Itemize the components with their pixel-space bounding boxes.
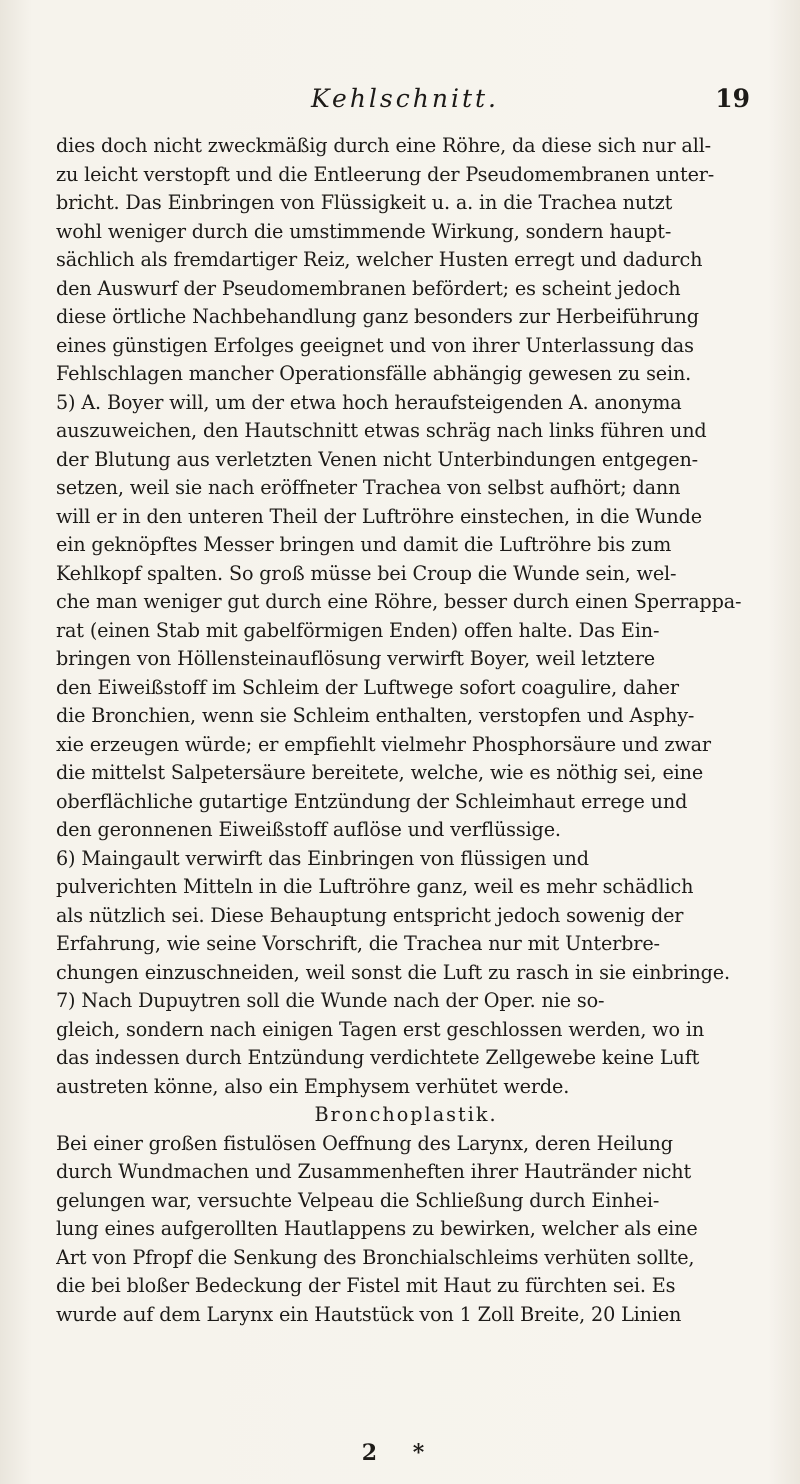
text-line: die mittelst Salpetersäure bereitete, welche, wie es nöthig sei, eine [56,761,704,784]
text-line: gleich, sondern nach einigen Tagen erst geschlossen werden, wo in [56,1017,705,1041]
text-line: will er in den unteren Theil der Luftröhre einstechen, in die Wunde [56,504,702,528]
text-line: das indessen durch Entzündung verdichtete Zellgewebe keine Luft [56,1046,700,1069]
text-line: bricht. Das Einbringen von Flüssigkeit u. a. in die Trachea nutzt [56,191,673,214]
text-line: Art von Pfropf die Senkung des Bronchialschleims verhüten sollte, [56,1245,695,1269]
text-line: sächlich als fremdartiger Reiz, welcher Husten erregt und dadurch [56,248,703,271]
text-line: wohl weniger durch die umstimmende Wirkung, sondern haupt- [56,219,672,243]
text-line: oberflächliche gutartige Entzündung der Schleimhaut errege und [56,789,688,813]
text-line: eines günstigen Erfolges geeignet und von ihrer Unterlassung das [56,333,694,357]
text-line: Kehlkopf spalten. So groß müsse bei Croup die Wunde sein, wel- [56,561,677,585]
text-line: rat (einen Stab mit gabelförmigen Enden) offen halte. Das Ein- [56,618,660,642]
section-heading: Bronchoplastik. [314,1103,498,1126]
text-line: den Eiweißstoff im Schleim der Luftwege sofort coagulire, daher [56,675,679,699]
page-header [60,84,750,128]
running-head: Kehlschnitt. [311,84,499,113]
text-line: lung eines aufgerollten Hautlappens zu bewirken, welcher als eine [56,1217,698,1240]
text-line: Fehlschlagen mancher Operationsfälle abhängig gewesen zu sein. [56,362,692,385]
text-line: ein geknöpftes Messer bringen und damit die Luftröhre bis zum [56,533,672,556]
text-line: setzen, weil sie nach eröffneter Trachea von selbst aufhört; dann [56,476,681,499]
text-line: der Blutung aus verletzten Venen nicht Unterbindungen entgegen- [56,447,699,471]
text-line: gelungen war, versuchte Velpeau die Schließung durch Einhei- [56,1188,660,1212]
text-line: den Auswurf der Pseudomembranen befördert; es scheint jedoch [56,276,681,300]
text-line: che man weniger gut durch eine Röhre, besser durch einen Sperrappa- [56,590,742,613]
text-line: die bei bloßer Bedeckung der Fistel mit Haut zu fürchten sei. Es [56,1274,676,1297]
text-line: Erfahrung, wie seine Vorschrift, die Trachea nur mit Unterbre- [56,932,660,955]
text-line: auszuweichen, den Hautschnitt etwas schräg nach links führen und [56,419,707,442]
text-line: 5) A. Boyer will, um der etwa hoch heraufsteigenden A. anonyma [56,390,682,414]
printer-signature: 2 * [361,1440,439,1466]
text-line: Bei einer großen fistulösen Oeffnung des Larynx, deren Heilung [56,1131,673,1155]
text-line: austreten könne, also ein Emphysem verhütet werde. [56,1074,570,1098]
page-number: 19 [715,84,750,113]
text-line: bringen von Höllensteinauflösung verwirft Boyer, weil letztere [56,647,655,670]
text-line: pulverichten Mitteln in die Luftröhre ganz, weil es mehr schädlich [56,875,694,898]
text-line: dies doch nicht zweckmäßig durch eine Röhre, da diese sich nur all- [56,134,712,157]
text-line: als nützlich sei. Diese Behauptung entspricht jedoch sowenig der [56,903,684,927]
text-line: diese örtliche Nachbehandlung ganz besonders zur Herbeiführung [56,305,699,328]
text-line: 6) Maingault verwirft das Einbringen von flüssigen und [56,846,589,870]
text-line: chungen einzuschneiden, weil sonst die Luft zu rasch in sie einbringe. [56,960,730,984]
body-text [56,132,756,1329]
text-line: den geronnenen Eiweißstoff auflöse und verflüssige. [56,818,561,841]
text-line: wurde auf dem Larynx ein Hautstück von 1 Zoll Breite, 20 Linien [56,1302,682,1326]
text-line: zu leicht verstopft und die Entleerung der Pseudomembranen unter- [56,162,715,186]
text-line: durch Wundmachen und Zusammenheften ihrer Hautränder nicht [56,1160,692,1183]
text-line: xie erzeugen würde; er empfiehlt vielmehr Phosphorsäure und zwar [56,732,711,756]
text-line: die Bronchien, wenn sie Schleim enthalten, verstopfen und Asphy- [56,704,695,727]
text-line: 7) Nach Dupuytren soll die Wunde nach der Oper. nie so- [56,989,605,1012]
